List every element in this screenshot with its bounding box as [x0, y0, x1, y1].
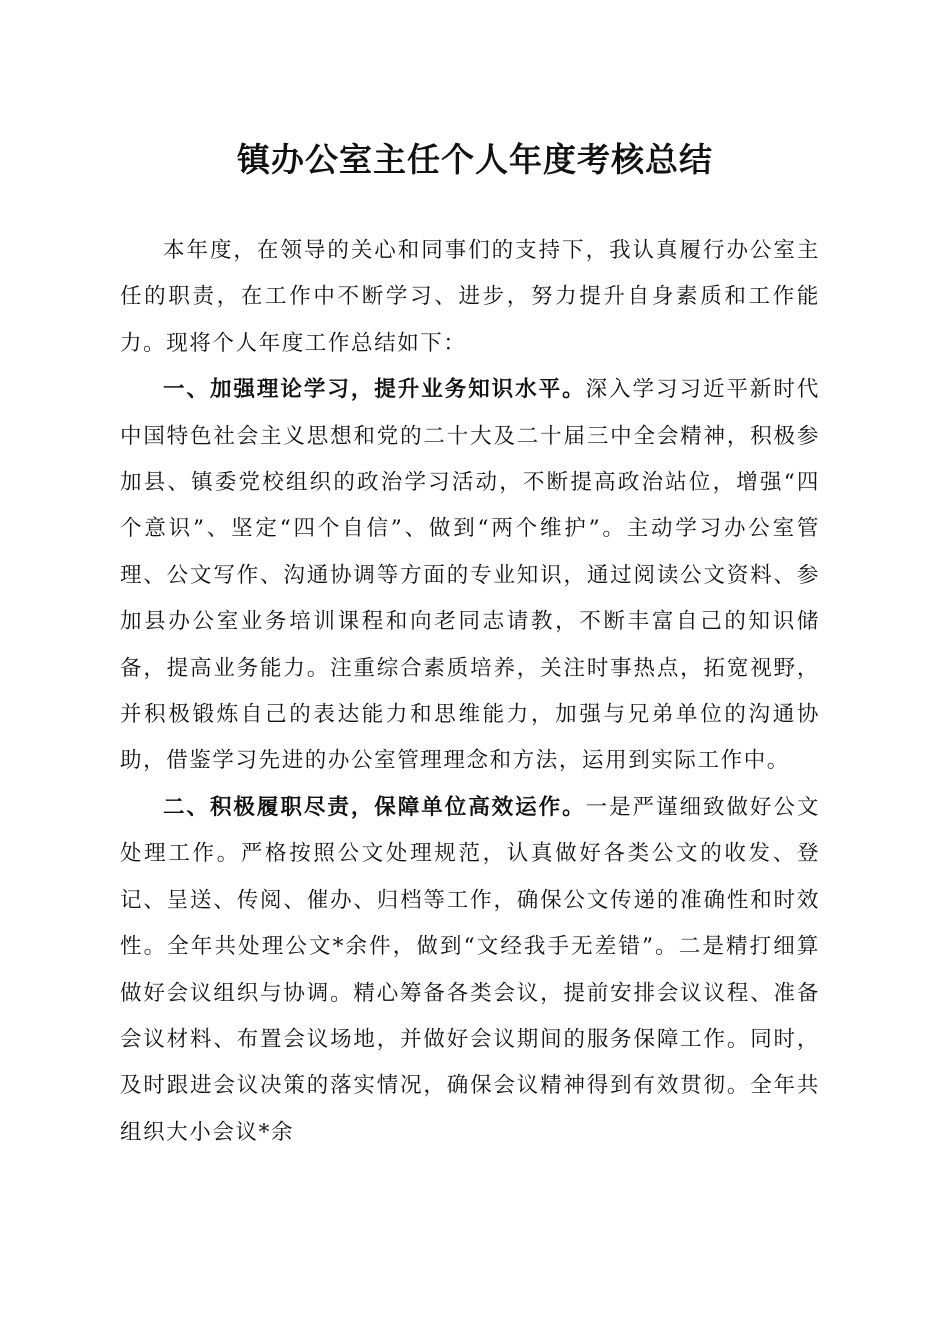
section-1-heading: 一、加强理论学习，提升业务知识水平。 [163, 377, 586, 403]
section-2-text: 一是严谨细致做好公文处理工作。严格按照公文处理规范，认真做好各类公文的收发、登记、呈送、传阅、催办、归档等工作，确保公文传递的准确性和时效性。全年共处理公文*余件，做到“文经我手无差错”。二是精打细算做好会议组织与协调。精心筹备各类会议，提前安排会议议程、准备会议材料、布置会议场地，并做好会议期间的服务保障工作。同时，及时跟进会议决策的落实情况，确保会议精神得到有效贯彻。全年共组织大小会议*余 [120, 794, 820, 1145]
section-2-heading: 二、积极履职尽责，保障单位高效运作。 [163, 794, 586, 820]
section-2-paragraph [120, 785, 820, 1156]
document-title: 镇办公室主任个人年度考核总结 [237, 140, 713, 179]
intro-paragraph: 本年度，在领导的关心和同事们的支持下，我认真履行办公室主任的职责，在工作中不断学习、进步，努力提升自身素质和工作能力。现将个人年度工作总结如下： [120, 238, 820, 356]
document-body [120, 228, 820, 1156]
section-1-paragraph [120, 367, 820, 785]
section-1-text: 深入学习习近平新时代中国特色社会主义思想和党的二十大及二十届三中全会精神，积极参加县、镇委党校组织的政治学习活动，不断提高政治站位，增强“四个意识”、坚定“四个自信”、做到“两个维护”。主动学习办公室管理、公文写作、沟通协调等方面的专业知识，通过阅读公文资料、参加县办公室业务培训课程和向老同志请教，不断丰富自己的知识储备，提高业务能力。注重综合素质培养，关注时事热点，拓宽视野，并积极锻炼自己的表达能力和思维能力，加强与兄弟单位的沟通协助，借鉴学习先进的办公室管理理念和方法，运用到实际工作中。 [120, 377, 820, 774]
